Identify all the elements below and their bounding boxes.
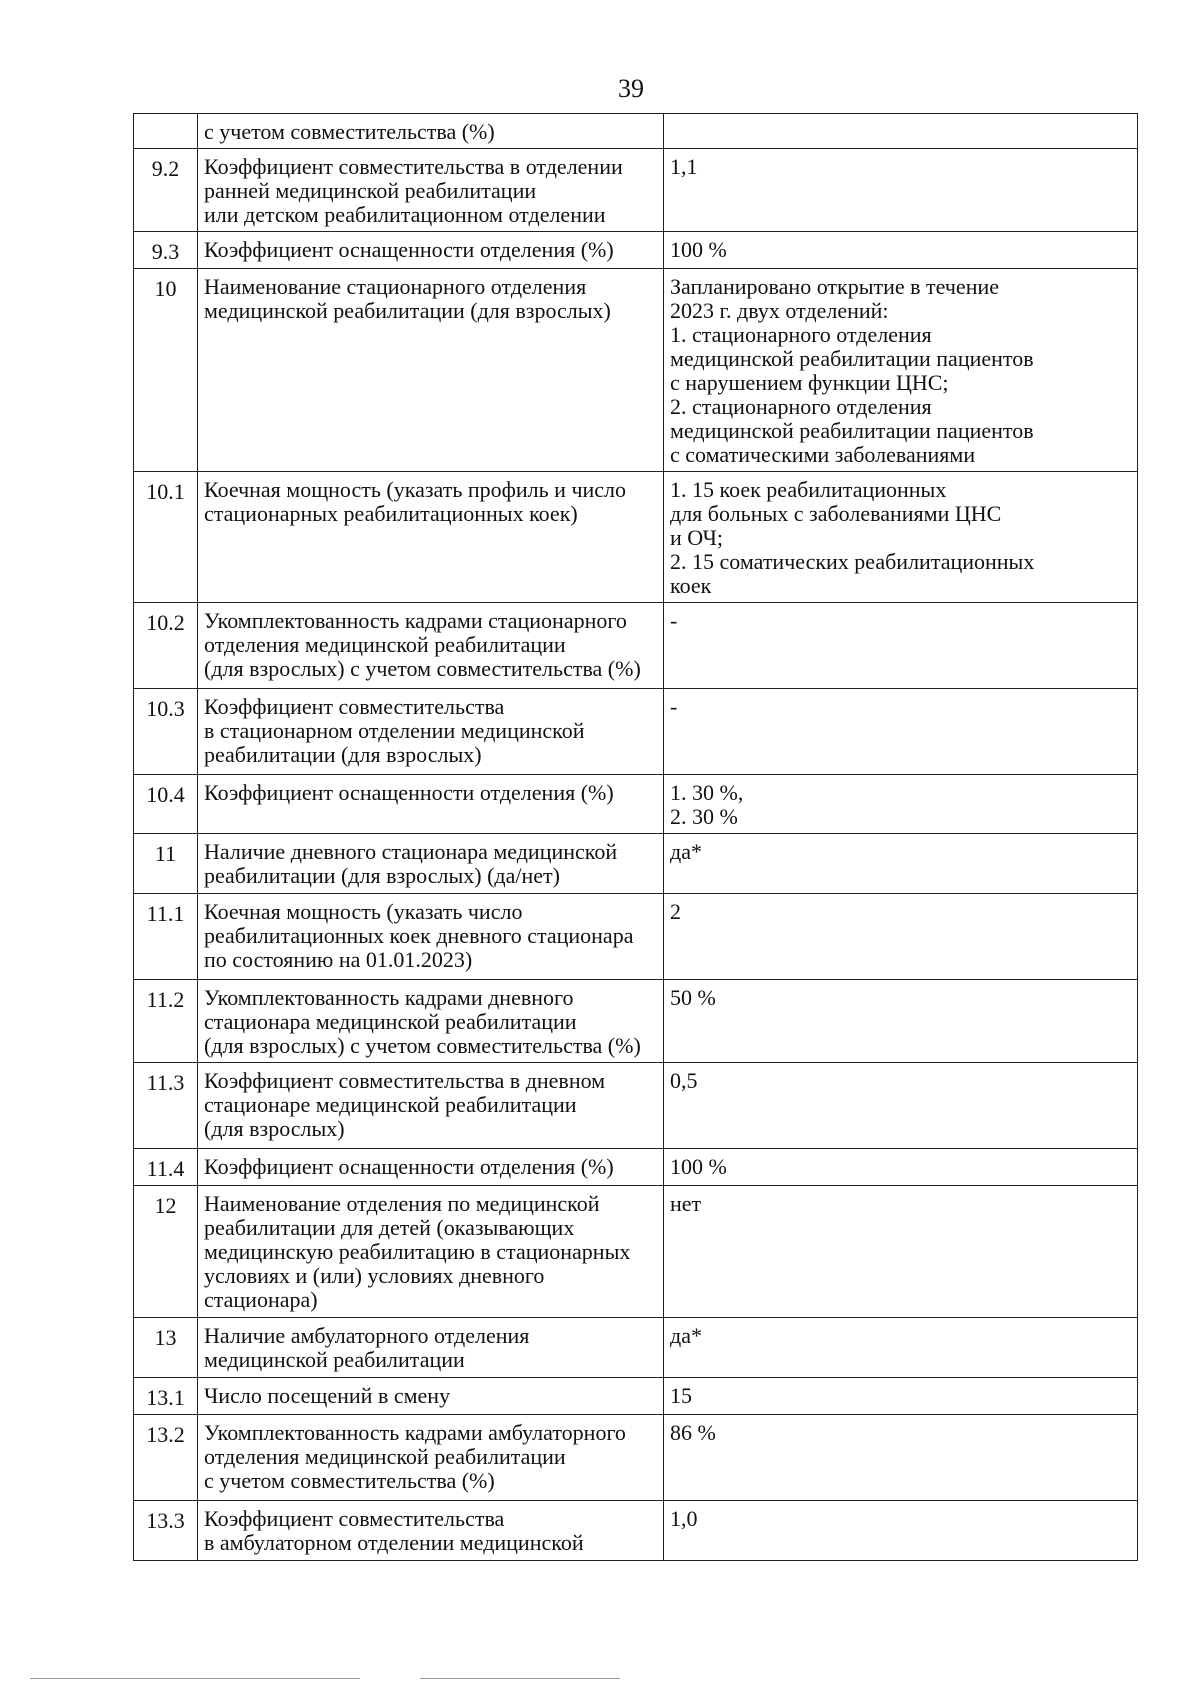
- row-number: 11: [134, 834, 198, 894]
- row-indicator: Коэффициент совместительства в отделении ранней медицинской реабилитации или детском реабилитационном отделении: [198, 149, 664, 232]
- row-value: 50 %: [664, 980, 1138, 1063]
- row-value: нет: [664, 1186, 1138, 1318]
- row-indicator: Укомплектованность кадрами амбулаторного отделения медицинской реабилитации с учетом совместительства (%): [198, 1415, 664, 1501]
- page-number: 39: [618, 74, 644, 103]
- row-indicator: Коэффициент совместительства в амбулаторном отделении медицинской: [198, 1501, 664, 1561]
- row-number: 13: [134, 1318, 198, 1378]
- table-row: [134, 689, 1138, 775]
- table-row: [134, 269, 1138, 472]
- row-value: -: [664, 689, 1138, 775]
- row-value: 1,0: [664, 1501, 1138, 1561]
- row-indicator: Наименование стационарного отделения медицинской реабилитации (для взрослых): [198, 269, 664, 472]
- table-row: [134, 1186, 1138, 1318]
- row-number: 11.3: [134, 1063, 198, 1149]
- row-indicator: Коэффициент оснащенности отделения (%): [198, 232, 664, 269]
- row-indicator: Наименование отделения по медицинской реабилитации для детей (оказывающих медицинскую реабилитацию в стационарных условиях и (или) условиях дневного стационара): [198, 1186, 664, 1318]
- row-value: 15: [664, 1378, 1138, 1415]
- row-indicator: Коечная мощность (указать число реабилитационных коек дневного стационара по состоянию на 01.01.2023): [198, 894, 664, 980]
- row-indicator: Число посещений в смену: [198, 1378, 664, 1415]
- row-number: 9.3: [134, 232, 198, 269]
- row-indicator: Укомплектованность кадрами дневного стационара медицинской реабилитации (для взрослых) с учетом совместительства (%): [198, 980, 664, 1063]
- row-value: Запланировано открытие в течение 2023 г. двух отделений: 1. стационарного отделения медицинской реабилитации пациентов с нарушением функции ЦНС; 2. стационарного отделения медицинской реабилитации пациентов с соматическими заболеваниями: [664, 269, 1138, 472]
- table-row: [134, 1149, 1138, 1186]
- table-row: [134, 603, 1138, 689]
- row-indicator: Коэффициент оснащенности отделения (%): [198, 1149, 664, 1186]
- row-indicator: Коэффициент совместительства в стационарном отделении медицинской реабилитации (для взрослых): [198, 689, 664, 775]
- table-row: [134, 114, 1138, 149]
- row-value: 1. 15 коек реабилитационных для больных с заболеваниями ЦНС и ОЧ; 2. 15 соматических реабилитационных коек: [664, 472, 1138, 603]
- table-row: [134, 834, 1138, 894]
- row-value: 86 %: [664, 1415, 1138, 1501]
- table-row: [134, 149, 1138, 232]
- row-number: 11.4: [134, 1149, 198, 1186]
- row-number: 10: [134, 269, 198, 472]
- row-value: [664, 114, 1138, 149]
- row-indicator: с учетом совместительства (%): [198, 114, 664, 149]
- row-value: -: [664, 603, 1138, 689]
- row-value: 0,5: [664, 1063, 1138, 1149]
- table-row: [134, 1415, 1138, 1501]
- row-number: 11.2: [134, 980, 198, 1063]
- row-value: 1,1: [664, 149, 1138, 232]
- row-number: 10.1: [134, 472, 198, 603]
- row-value: да*: [664, 1318, 1138, 1378]
- scan-artifact-line: [30, 1678, 360, 1679]
- table-row: [134, 775, 1138, 834]
- table-row: [134, 232, 1138, 269]
- table-row: [134, 980, 1138, 1063]
- row-indicator: Коечная мощность (указать профиль и число стационарных реабилитационных коек): [198, 472, 664, 603]
- row-number: 13.2: [134, 1415, 198, 1501]
- table-row: [134, 894, 1138, 980]
- table-body: [134, 114, 1138, 1561]
- row-value: да*: [664, 834, 1138, 894]
- row-number: 10.2: [134, 603, 198, 689]
- row-value: 100 %: [664, 232, 1138, 269]
- scan-artifact-line: [420, 1678, 620, 1679]
- row-number: 12: [134, 1186, 198, 1318]
- row-number: 10.3: [134, 689, 198, 775]
- row-indicator: Коэффициент оснащенности отделения (%): [198, 775, 664, 834]
- row-number: 11.1: [134, 894, 198, 980]
- row-indicator: Наличие амбулаторного отделения медицинской реабилитации: [198, 1318, 664, 1378]
- row-indicator: Коэффициент совместительства в дневном стационаре медицинской реабилитации (для взрослых): [198, 1063, 664, 1149]
- table-row: [134, 472, 1138, 603]
- row-number: 10.4: [134, 775, 198, 834]
- table-row: [134, 1378, 1138, 1415]
- row-indicator: Укомплектованность кадрами стационарного отделения медицинской реабилитации (для взрослых) с учетом совместительства (%): [198, 603, 664, 689]
- row-number: 13.1: [134, 1378, 198, 1415]
- row-number: 13.3: [134, 1501, 198, 1561]
- row-number: [134, 114, 198, 149]
- row-indicator: Наличие дневного стационара медицинской реабилитации (для взрослых) (да/нет): [198, 834, 664, 894]
- row-number: 9.2: [134, 149, 198, 232]
- row-value: 100 %: [664, 1149, 1138, 1186]
- row-value: 1. 30 %, 2. 30 %: [664, 775, 1138, 834]
- table-row: [134, 1501, 1138, 1561]
- table-row: [134, 1318, 1138, 1378]
- indicators-table: [133, 113, 1138, 1561]
- row-value: 2: [664, 894, 1138, 980]
- table-row: [134, 1063, 1138, 1149]
